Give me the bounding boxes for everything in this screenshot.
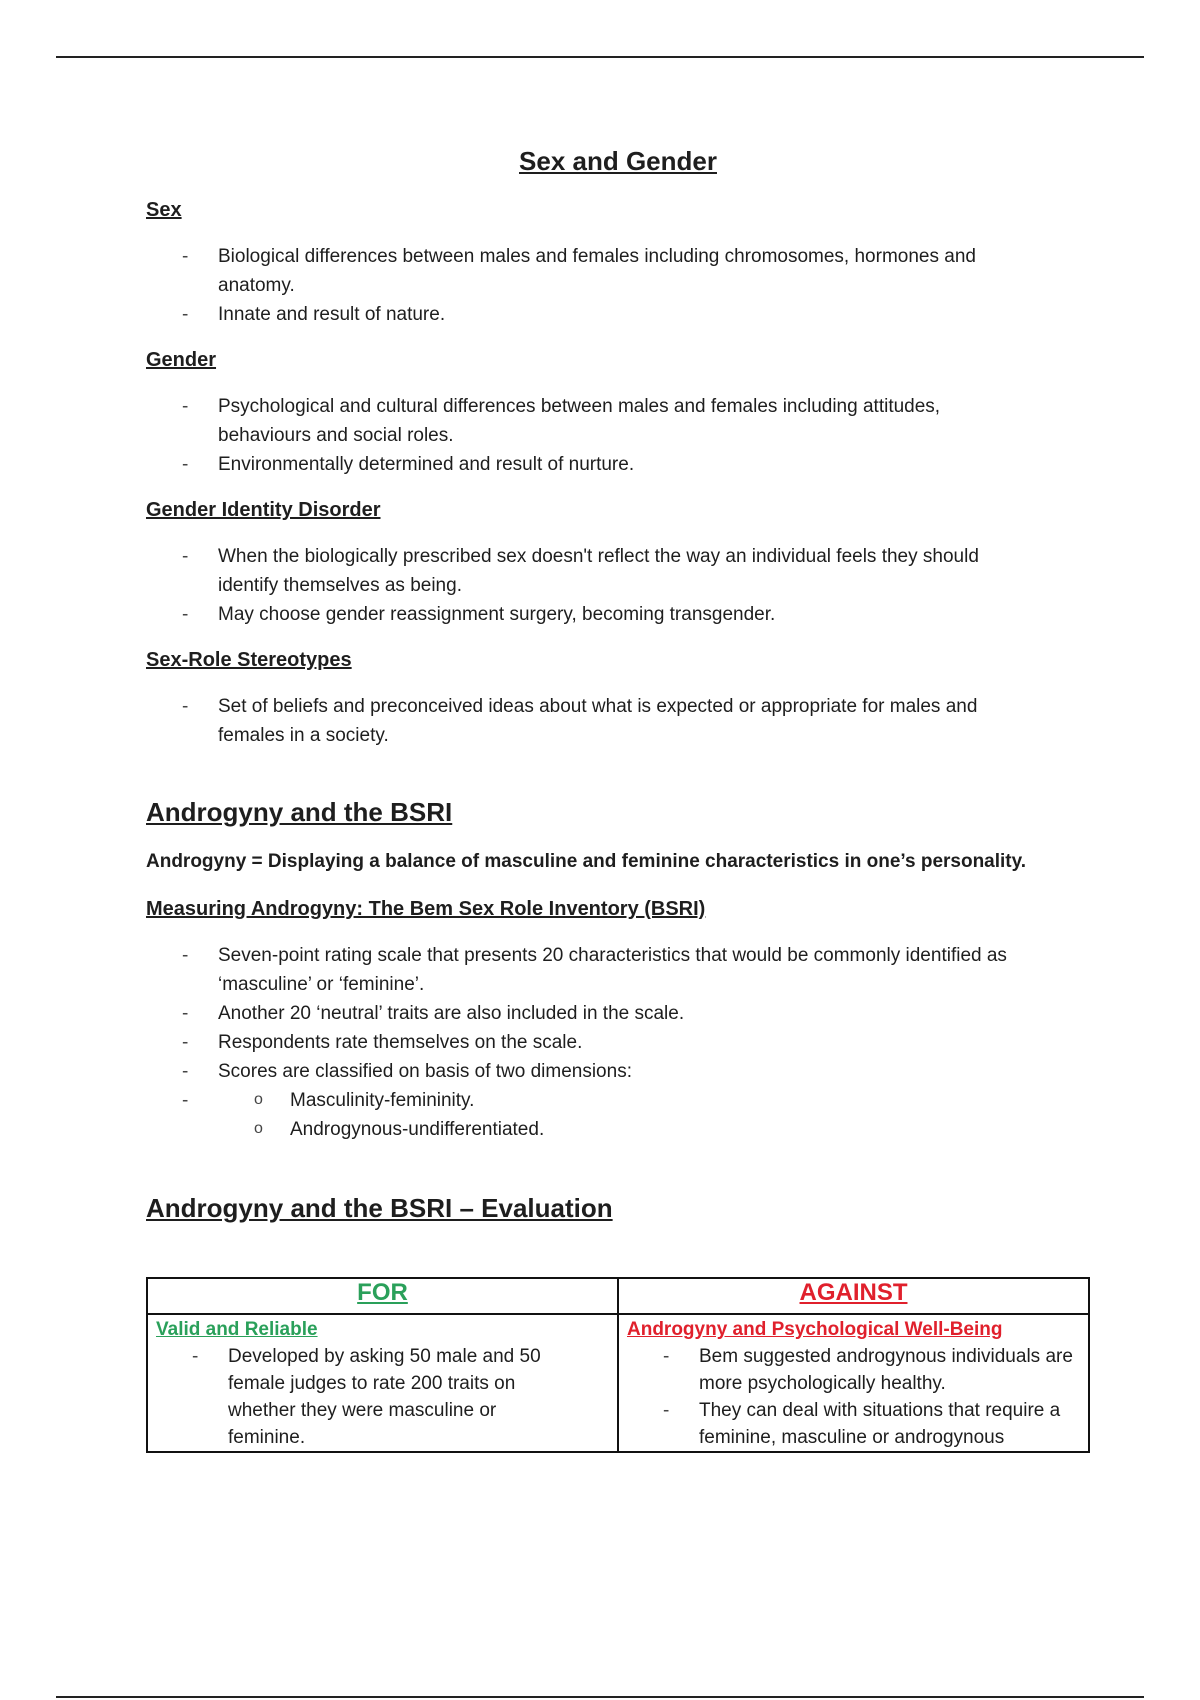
list-item: - Seven-point rating scale that presents 20 characteristics that would be commonly identified as ‘masculine’ or ‘feminine’. bbox=[146, 941, 1086, 999]
gid-bullet-list bbox=[146, 542, 1086, 629]
for-bullet-list bbox=[156, 1343, 609, 1451]
for-cell bbox=[147, 1314, 618, 1452]
list-item: o Androgynous-undifferentiated. bbox=[218, 1115, 1086, 1144]
androgyny-definition: Androgyny = Displaying a balance of masculine and feminine characteristics in one’s personality. bbox=[146, 851, 1027, 872]
list-item: - Developed by asking 50 male and 50 female judges to rate 200 traits on whether they were masculine or feminine. bbox=[156, 1343, 609, 1451]
table-row bbox=[147, 1314, 1089, 1452]
bottom-rule bbox=[56, 1696, 1144, 1698]
section-heading-sex-role-stereotypes: Sex-Role Stereotypes bbox=[146, 649, 352, 671]
list-item: - Psychological and cultural differences between males and females including attitudes, behaviours and social roles. bbox=[146, 392, 1086, 450]
list-item: o - Masculinity-femininity. bbox=[218, 1086, 1086, 1115]
list-item: - Environmentally determined and result of nurture. bbox=[146, 450, 1086, 479]
section-heading-gender: Gender bbox=[146, 349, 217, 371]
gender-bullet-list bbox=[146, 392, 1086, 479]
list-item: - Biological differences between males and females including chromosomes, hormones and anatomy. bbox=[146, 242, 1086, 300]
bsri-sub-bullet-list bbox=[218, 1086, 1086, 1144]
list-item: - Another 20 ‘neutral’ traits are also included in the scale. bbox=[146, 999, 1086, 1028]
for-subheading: Valid and Reliable bbox=[156, 1319, 318, 1340]
evaluation-heading: Androgyny and the BSRI – Evaluation bbox=[146, 1193, 613, 1223]
against-subheading: Androgyny and Psychological Well-Being bbox=[627, 1319, 1003, 1340]
bsri-subheading: Measuring Androgyny: The Bem Sex Role Inventory (BSRI) bbox=[146, 898, 706, 920]
for-column-header: FOR bbox=[147, 1278, 618, 1314]
bsri-bullet-list bbox=[146, 941, 1086, 1144]
section-heading-gender-identity-disorder: Gender Identity Disorder bbox=[146, 499, 381, 521]
table-header-row bbox=[147, 1278, 1089, 1314]
evaluation-table bbox=[146, 1277, 1090, 1453]
page-title: Sex and Gender bbox=[519, 146, 717, 176]
against-bullet-list bbox=[627, 1343, 1080, 1451]
list-item: - May choose gender reassignment surgery, becoming transgender. bbox=[146, 600, 1086, 629]
against-column-header: AGAINST bbox=[618, 1278, 1089, 1314]
against-cell bbox=[618, 1314, 1089, 1452]
sex-bullet-list bbox=[146, 242, 1086, 329]
stereotypes-bullet-list bbox=[146, 692, 1086, 750]
top-rule bbox=[56, 56, 1144, 58]
section-heading-sex: Sex bbox=[146, 199, 182, 221]
sub-list-container bbox=[146, 1086, 1086, 1144]
list-item: - Innate and result of nature. bbox=[146, 300, 1086, 329]
androgyny-heading: Androgyny and the BSRI bbox=[146, 797, 453, 827]
list-item: - Set of beliefs and preconceived ideas about what is expected or appropriate for males and females in a society. bbox=[146, 692, 1086, 750]
list-item: - Scores are classified on basis of two dimensions: bbox=[146, 1057, 1086, 1086]
list-item: - Respondents rate themselves on the scale. bbox=[146, 1028, 1086, 1057]
list-item: - They can deal with situations that require a feminine, masculine or androgynous bbox=[627, 1397, 1080, 1451]
list-item: - When the biologically prescribed sex doesn't reflect the way an individual feels they should identify themselves as being. bbox=[146, 542, 1086, 600]
list-item: - Bem suggested androgynous individuals are more psychologically healthy. bbox=[627, 1343, 1080, 1397]
